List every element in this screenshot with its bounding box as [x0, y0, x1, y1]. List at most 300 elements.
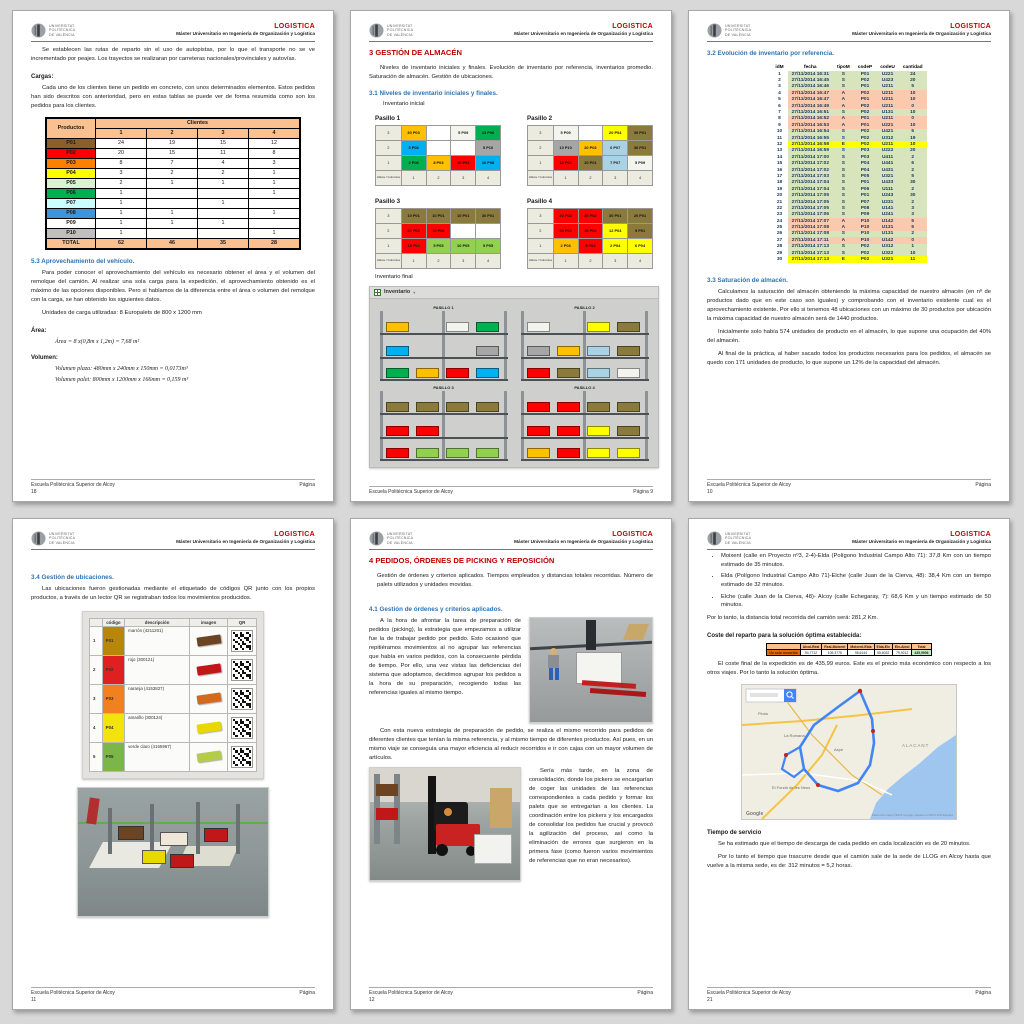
pasillo-grid: [527, 196, 653, 269]
product-code-cell: P05: [46, 178, 96, 188]
inv-id-cell: 27: [771, 237, 787, 243]
quantity-cell: 1: [147, 178, 198, 188]
inv-id-cell: 7: [771, 109, 787, 115]
header-subtitle: Máster Universitario en Ingeniería de Organización y Logística: [514, 539, 653, 544]
page-21[interactable]: [688, 518, 1010, 1010]
inv-cell: P01: [854, 116, 876, 122]
rack-post: [521, 391, 525, 461]
brick-stud: [199, 635, 202, 637]
lego-brick: [196, 751, 221, 763]
inventory-block: [617, 402, 640, 412]
rack-shelf: [521, 459, 649, 462]
cost-row-label: Un solo recorrido: [767, 650, 800, 656]
inv-cell: U211: [876, 116, 899, 122]
total-value: 46: [147, 238, 198, 249]
location-cell: 20 P04: [603, 125, 628, 140]
brick-stud: [204, 722, 207, 724]
route-bullets: [721, 552, 991, 610]
inv-cell: S: [833, 250, 854, 256]
quantity-cell: 3: [249, 158, 301, 168]
inv-cell: 11: [899, 256, 927, 262]
inv-id-cell: 14: [771, 154, 787, 160]
inv-cell: P08: [854, 205, 876, 211]
lego-brick: [196, 722, 221, 734]
location-cell: 2 P03: [553, 238, 578, 253]
section-3-2-heading: 3.2 Evolución de inventario por referencia.: [707, 50, 835, 57]
upv-logo-icon: [31, 23, 46, 38]
upv-logo-text: UNIVERSITAT POLITÈCNICA DE VALÈNCIA: [725, 531, 752, 545]
inv-cell: P04: [854, 167, 876, 173]
qr-module: [249, 764, 251, 766]
inv-cell: U211: [876, 103, 899, 109]
inv-cell: 27/11/2014 16:55: [788, 135, 833, 141]
inv-cell: A: [833, 103, 854, 109]
total-row: [46, 238, 300, 249]
upv-logo-text: UNIVERSITAT POLITÈCNICA DE VALÈNCIA: [725, 23, 752, 37]
pasillo-row: [528, 208, 653, 223]
inventory-block: [587, 322, 610, 332]
product-code-cell: P03: [102, 684, 125, 713]
inv-cell: 27/11/2014 16:52: [788, 116, 833, 122]
quantity-cell: 1: [198, 218, 249, 228]
qr-code-cell: [228, 713, 257, 742]
inv-cell: S: [833, 173, 854, 179]
level-label: 3: [528, 208, 554, 223]
photo-picking-figure: [529, 617, 653, 723]
inv-row: [771, 256, 926, 262]
pasillo-title: Pasillo 4: [527, 197, 553, 205]
quantity-cell: 2: [96, 178, 147, 188]
upv-logo: [369, 23, 413, 38]
location-cell: 30 P02: [578, 223, 603, 238]
quantity-cell: 1: [249, 178, 301, 188]
inventory-block: [476, 448, 499, 458]
level-label: 2: [528, 140, 554, 155]
inventory-block: [587, 426, 610, 436]
location-cell: 6 P04: [628, 238, 653, 253]
upv-logo-icon: [707, 531, 722, 546]
paragraph: Por lo tanto el tiempo que trascurre desde que el camión sale de la sede de LLOG en Alcoy hasta que vuelve a la misma sede, es de: 312 minutos = 5,2 horas.: [707, 854, 991, 870]
paragraph: Calculamos la saturación del almacén obteniendo la máxima capacidad de nuestro almacén (en nº de productos dado que en este caso son iguales) y comprobando con el inventario existente cual es el aprovechamiento existente. Por ello si tenemos 48 ubicaciones con un máximo de 30 productos por ubicación la máxima capacidad de nuestro almacén será de 1440 productos.: [707, 288, 991, 322]
row-number: 4: [90, 713, 103, 742]
inv-cell: 10: [899, 141, 927, 147]
inv-id-cell: 11: [771, 135, 787, 141]
product-row: [46, 208, 300, 218]
inv-col-header: fecha: [804, 65, 817, 70]
upv-logo-text: UNIVERSITAT POLITÈCNICA DE VALÈNCIA: [387, 23, 414, 37]
inv-cell: 5: [899, 129, 927, 135]
product-description: naranja (4153827): [125, 684, 190, 713]
rack-shelf: [521, 437, 649, 440]
inv-cell: A: [833, 90, 854, 96]
product-code-cell: P08: [46, 208, 96, 218]
inv-cell: S: [833, 186, 854, 192]
client-col: 1: [96, 128, 147, 138]
pasillo-row: [528, 140, 653, 155]
total-value: 28: [249, 238, 301, 249]
page-number: 12: [369, 997, 375, 1003]
quantity-cell: 4: [198, 158, 249, 168]
inventory-block: [617, 426, 640, 436]
units-line: Unidades de carga utilizadas: 8 Europalets de 800 x 1200 mm: [42, 309, 202, 316]
location-cell: 2 P06: [401, 155, 426, 170]
header-brand: LOGISTICA: [612, 531, 653, 538]
inv-id-cell: 20: [771, 192, 787, 198]
inv-cell: U312: [876, 135, 899, 141]
header-subtitle: Máster Universitario en Ingeniería de Organización y Logística: [852, 539, 991, 544]
quantity-cell: 1: [96, 198, 147, 208]
inv-cell: U131: [876, 231, 899, 237]
product-row: [46, 178, 300, 188]
column-label: 1: [553, 170, 578, 185]
inv-cell: P01: [854, 84, 876, 90]
brick-stud: [204, 693, 207, 695]
inv-cell: 27/11/2014 17:07: [788, 218, 833, 224]
inv-cell: P02: [854, 250, 876, 256]
map-label-laromana: La Romana: [784, 733, 805, 739]
location-cell: 20 P03: [578, 140, 603, 155]
inv-id-cell: 22: [771, 205, 787, 211]
pasillo-table: [527, 208, 653, 269]
inv-cell: 24: [899, 71, 927, 77]
qr-module: [249, 677, 251, 679]
level-label: 1: [376, 155, 402, 170]
footer-school: Escuela Politécnica Superior de Alcoy: [707, 990, 791, 996]
inventory-block: [416, 426, 439, 436]
inv-cell: P02: [854, 141, 876, 147]
inventory-block: [416, 402, 439, 412]
product-description: marrón (4211201): [125, 626, 190, 655]
rack-post: [504, 391, 508, 461]
inv-cell: U211: [876, 97, 899, 103]
client-col: 2: [147, 128, 198, 138]
inv-id-cell: 29: [771, 250, 787, 256]
product-code-cell: P01: [102, 626, 125, 655]
location-cell: 10 P01: [451, 208, 476, 223]
qr-product-row: [90, 713, 257, 742]
inv-cell: U433: [876, 180, 899, 186]
footer-school: Escuela Politécnica Superior de Alcoy: [31, 482, 115, 488]
inv-id-cell: 4: [771, 90, 787, 96]
products-header: Productos: [46, 118, 96, 139]
quantity-cell: 15: [147, 148, 198, 158]
quantity-cell: 12: [249, 138, 301, 148]
rack-post: [442, 311, 446, 381]
brick-stud: [199, 664, 202, 666]
section-3-3-heading: 3.3 Saturación de almacén.: [707, 276, 788, 284]
inv-cell: U322: [876, 250, 899, 256]
inv-cell: U241: [876, 212, 899, 218]
area-heading: Área:: [31, 327, 47, 334]
product-row: [46, 148, 300, 158]
inv-cell: 0: [899, 237, 927, 243]
inv-cell: E: [833, 141, 854, 147]
inv-cell: S: [833, 205, 854, 211]
inventario-inicial-label: Inventario inicial: [383, 100, 425, 107]
inv-cell: 27/11/2014 17:05: [788, 205, 833, 211]
quantity-cell: 8: [96, 158, 147, 168]
inv-id-cell: 5: [771, 97, 787, 103]
section-3-4-heading: 3.4 Gestión de ubicaciones.: [31, 574, 114, 581]
inv-cell: U431: [876, 167, 899, 173]
inv-cell: A: [833, 237, 854, 243]
photo-forklift: [369, 767, 521, 881]
inventory-block: [386, 448, 409, 458]
qr-pattern: [231, 688, 253, 710]
inv-cell: 27/11/2014 16:46: [788, 84, 833, 90]
route-map[interactable]: [741, 684, 957, 820]
inv-id-cell: 17: [771, 173, 787, 179]
header-subtitle: Máster Universitario en Ingeniería de Organización y Logística: [852, 31, 991, 36]
inv-cell: U411: [876, 154, 899, 160]
level-label: 3: [376, 208, 402, 223]
inv-col-header: codeU: [880, 65, 895, 70]
inv-cell: P02: [854, 77, 876, 83]
brick-stud: [210, 663, 213, 665]
location-cell: 30 P01: [628, 140, 653, 155]
inv-cell: S: [833, 212, 854, 218]
qr-module: [249, 648, 251, 650]
inventory-block: [527, 448, 550, 458]
google-logo: Google: [746, 811, 764, 818]
cost-value: 79,9212: [892, 650, 912, 656]
inventory-app-title: Inventario: [384, 289, 411, 296]
inv-cell: 27/11/2014 17:00: [788, 154, 833, 160]
inv-cell: S: [833, 109, 854, 115]
inv-cell: U423: [876, 77, 899, 83]
location-cell: 8 P03: [426, 155, 451, 170]
inv-cell: 2: [899, 167, 927, 173]
product-code-cell: P02: [102, 655, 125, 684]
inv-cell: S: [833, 129, 854, 135]
inv-cell: 2: [899, 154, 927, 160]
inv-cell: A: [833, 122, 854, 128]
inv-id-cell: 9: [771, 122, 787, 128]
brick-stud: [199, 722, 202, 724]
rack-shelf: [521, 413, 649, 416]
quantity-cell: 7: [147, 158, 198, 168]
qr-product-row: [90, 742, 257, 771]
footer-page-label: Página 9: [633, 489, 653, 495]
location-cell: 5 P09: [553, 125, 578, 140]
inv-cell: 27/11/2014 17:08: [788, 224, 833, 230]
pasillo-axis-row: [528, 253, 653, 268]
inventory-block: [617, 448, 640, 458]
inv-id-cell: 30: [771, 256, 787, 262]
quantity-cell: 15: [198, 138, 249, 148]
inv-id-cell: 16: [771, 167, 787, 173]
page-18[interactable]: [12, 10, 334, 502]
pasillo-row: [376, 140, 501, 155]
quantity-cell: 8: [249, 148, 301, 158]
volume-formula-palet: Volumen palet: 800mm x 1200mm x 166mm = 0,159 m³: [55, 376, 189, 383]
inventory-block: [557, 402, 580, 412]
inv-cell: A: [833, 218, 854, 224]
quantity-cell: 20: [96, 148, 147, 158]
location-cell: [426, 125, 451, 140]
inv-id-cell: 3: [771, 84, 787, 90]
rack-diagram: [378, 305, 509, 381]
upv-logo-icon: [369, 531, 384, 546]
inv-id-cell: 1: [771, 71, 787, 77]
inv-cell: 2: [899, 199, 927, 205]
rack-post: [583, 311, 587, 381]
altura-columna-label: Altura / Columna: [376, 253, 402, 268]
inv-cell: U321: [876, 173, 899, 179]
rack-shelf: [380, 379, 508, 382]
inv-cell: E: [833, 256, 854, 262]
inv-cell: 0: [899, 103, 927, 109]
upv-logo-icon: [31, 531, 46, 546]
product-code-cell: P06: [46, 188, 96, 198]
footer-page-label: Página: [975, 990, 991, 996]
quantity-cell: 1: [198, 198, 249, 208]
inv-id-cell: 2: [771, 77, 787, 83]
location-cell: 30 P01: [603, 208, 628, 223]
area-formula: Área = 8 x(0,8m x 1,2m) = 7,68 m²: [55, 338, 140, 345]
quantity-cell: 1: [96, 228, 147, 238]
route-bullet: • Elda (Polígono Industrial Campo Alto 71)-Elche (calle Juan de la Cierva, 48): 38,4 Km con un tiempo estimado de 32 minutos.: [721, 572, 991, 589]
column-label: 2: [578, 170, 603, 185]
inv-id-cell: 6: [771, 103, 787, 109]
location-cell: 10 P05: [451, 238, 476, 253]
inv-id-cell: 10: [771, 129, 787, 135]
header-brand: LOGISTICA: [612, 23, 653, 30]
paragraph: Con esta nueva estrategia de preparación de pedido, se realiza el mismo recorrido para pedidos de diferentes clientes que tenían la misma referencia, y al mismo tiempo de diferentes productos. Así pues, en un mismo viaje se conseguía una mayor eficiencia al reducir recorridos e ir con cajas con un mayor volumen de artículos.: [369, 727, 653, 761]
brick-stud: [215, 691, 218, 693]
inv-cell: 27/11/2014 16:45: [788, 77, 833, 83]
column-label: 4: [628, 170, 653, 185]
product-row: [46, 168, 300, 178]
clientes-header: Clientes: [96, 118, 301, 129]
inv-cell: U321: [876, 256, 899, 262]
page-number: 11: [31, 997, 37, 1003]
product-code-cell: P10: [46, 228, 96, 238]
row-number: 5: [90, 742, 103, 771]
inv-cell: 30: [899, 180, 927, 186]
inv-id-cell: 18: [771, 180, 787, 186]
inv-cell: U142: [876, 237, 899, 243]
inv-id-cell: 19: [771, 186, 787, 192]
location-cell: 5 P05: [426, 238, 451, 253]
pasillo-title: Pasillo 3: [375, 197, 401, 205]
location-cell: 20 P01: [628, 208, 653, 223]
quantity-cell: 1: [249, 188, 301, 198]
inv-cell: 27/11/2014 16:59: [788, 148, 833, 154]
inv-cell: 20: [899, 148, 927, 154]
map-attribution: Datos del mapa ©2014 Google, basado en BCN IGN España: [871, 813, 953, 818]
page-11[interactable]: [12, 518, 334, 1010]
inv-cell: P06: [854, 186, 876, 192]
page-header: [31, 23, 315, 42]
product-code-cell: P03: [46, 158, 96, 168]
location-cell: 20 P01: [578, 155, 603, 170]
pasillo-grid: [375, 196, 501, 269]
cost-value: 109,3776: [822, 650, 848, 656]
page-footer: [31, 479, 315, 495]
rack-post: [442, 391, 446, 461]
upv-logo-text: UNIVERSITAT POLITÈCNICA DE VALÈNCIA: [49, 23, 76, 37]
location-cell: 6 P07: [603, 140, 628, 155]
inv-cell: U131: [876, 109, 899, 115]
inv-cell: 27/11/2014 16:47: [788, 90, 833, 96]
total-value: 35: [198, 238, 249, 249]
page-footer: [31, 987, 315, 1003]
location-cell: 10 P02: [553, 155, 578, 170]
quantity-cell: 3: [96, 168, 147, 178]
cost-value: 55,6032: [874, 650, 892, 656]
distance-line: Por lo tanto, la distancia total recorrida del camión será: 281,2 Km.: [707, 615, 879, 622]
page-number: 21: [707, 997, 713, 1003]
inventory-block: [557, 448, 580, 458]
inv-cell: S: [833, 244, 854, 250]
map-label-alacant: ALACANT: [902, 743, 930, 749]
inv-cell: S: [833, 180, 854, 186]
qr-code-cell: [228, 626, 257, 655]
cost-table: [766, 643, 931, 656]
inv-cell: U312: [876, 244, 899, 250]
quantity-cell: 1: [96, 188, 147, 198]
pasillo-row: [528, 125, 653, 140]
rack-shelf: [380, 459, 508, 462]
inv-cell: A: [833, 97, 854, 103]
paragraph: Inicialmente solo había 574 unidades de producto en el almacén, lo que supone una ocupación del 40% del almacén.: [707, 328, 991, 344]
inventory-block: [617, 322, 640, 332]
rack-structure: [380, 311, 508, 381]
product-code-cell: P07: [46, 198, 96, 208]
inv-cell: 27/11/2014 17:02: [788, 160, 833, 166]
level-label: 2: [528, 223, 554, 238]
inv-cell: 5: [899, 173, 927, 179]
inv-id-cell: 13: [771, 148, 787, 154]
header-brand: LOGISTICA: [950, 531, 991, 538]
inv-cell: U441: [876, 160, 899, 166]
lego-brick: [196, 664, 221, 676]
location-cell: 15 P02: [401, 238, 426, 253]
inv-cell: P01: [854, 192, 876, 198]
quantity-cell: [198, 188, 249, 198]
header-subtitle: Máster Universitario en Ingeniería de Organización y Logística: [176, 31, 315, 36]
location-cell: [426, 140, 451, 155]
quantity-cell: [198, 228, 249, 238]
page-12[interactable]: [350, 518, 672, 1010]
page-number: 18: [31, 489, 37, 495]
inv-cell: 27/11/2014 17:03: [788, 173, 833, 179]
inventory-block: [476, 346, 499, 356]
cost-col-header: Moixent-Elda: [848, 644, 874, 650]
column-label: 2: [578, 253, 603, 268]
quantity-cell: 1: [147, 208, 198, 218]
location-cell: 12 P04: [603, 223, 628, 238]
section-3-1-heading: 3.1 Niveles de inventario iniciales y finales.: [369, 89, 498, 97]
client-col: 4: [249, 128, 301, 138]
location-cell: 13 P06: [476, 125, 501, 140]
volume-formula-plaza: Volumen plaza: 480mm x 240mm x 150mm = 0,0173m³: [55, 365, 188, 372]
cost-col-header: Total: [912, 644, 931, 650]
inv-cell: 27/11/2014 16:47: [788, 97, 833, 103]
page-9[interactable]: [350, 10, 672, 502]
inv-cell: U142: [876, 218, 899, 224]
location-cell: 30 P01: [476, 208, 501, 223]
inventory-block: [557, 368, 580, 378]
page-10[interactable]: [688, 10, 1010, 502]
inventory-block: [446, 368, 469, 378]
rack-shelf: [380, 357, 508, 360]
quantity-cell: [249, 218, 301, 228]
inv-cell: 0: [899, 116, 927, 122]
inv-cell: 27/11/2014 17:11: [788, 237, 833, 243]
upv-logo-text: UNIVERSITAT POLITÈCNICA DE VALÈNCIA: [49, 531, 76, 545]
